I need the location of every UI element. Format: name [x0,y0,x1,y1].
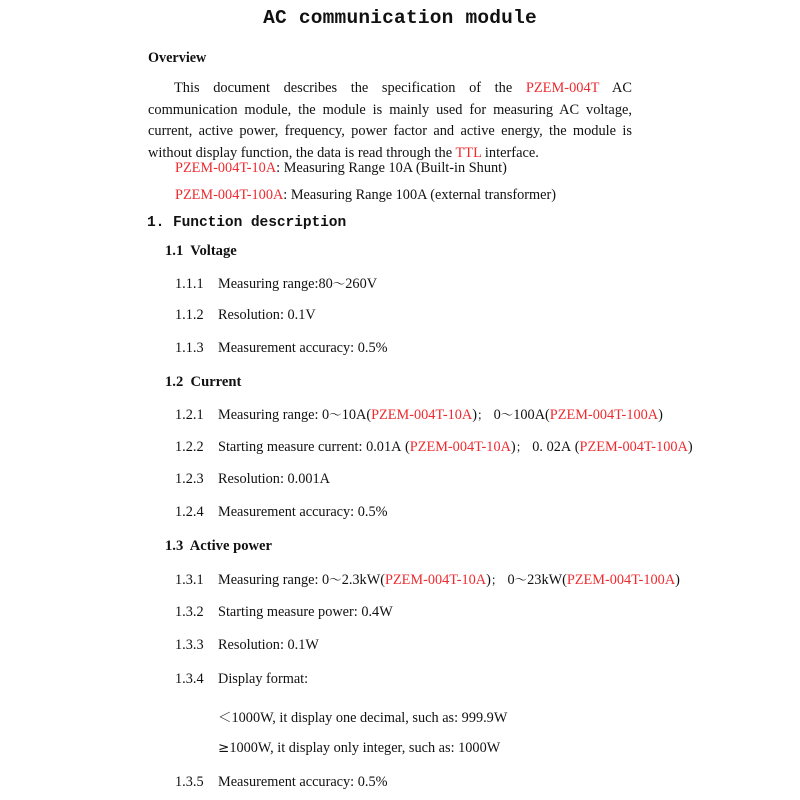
clause-1-3-1-number: 1.3.1 [175,572,204,588]
range-tilde-icon: ～ [514,572,528,587]
clause-1-2-2: 1.2.2 Starting measure current: 0.01A (PZEM-004T-10A)； 0. 02A (PZEM-004T-100A) [175,439,693,455]
clause-1-3-3-number: 1.3.3 [175,637,204,653]
clause-1-1-3-number: 1.1.3 [175,340,204,356]
model-variant-10a-desc: Measuring Range 10A (Built-in Shunt) [283,160,507,176]
display-format-line-less-than [218,706,507,727]
clause-1-2-1-label: Measuring range: 0 [218,407,330,423]
clause-1-2-3-number: 1.2.3 [175,471,204,487]
clause-1-1-2-number: 1.1.2 [175,307,204,323]
overview-heading: Overview [148,50,207,66]
model-variant-100a [175,187,556,204]
page-title: AC communication module [263,7,537,29]
overview-model-ref-1: PZEM-004T [525,80,600,96]
clause-1-3-1-separator: ； [490,573,503,587]
overview-paragraph [148,78,632,164]
clause-1-2-4-text: Measurement accuracy: 0.5% [218,504,388,520]
clause-1-3-2-number: 1.3.2 [175,604,204,620]
clause-1-3-1-model-2: PZEM-004T-100A [566,572,676,588]
range-tilde-icon: ～ [332,276,346,291]
clause-1-1-3 [175,340,388,357]
clause-1-3-2-text: Starting measure power: 0.4W [218,604,393,620]
clause-1-3-2 [175,604,393,621]
clause-1-1-2 [175,307,316,324]
clause-1-3-5 [175,774,388,791]
section-1-2-heading: 1.2 Current [165,374,242,390]
overview-text-2: AC communication module, the module is mainly used for measuring AC voltage, current, active power, frequency, power factor and active energy, the module is without display function, the data is read through the [148,80,633,161]
clause-1-3-4-text: Display format: [218,671,309,687]
model-variant-10a-sep: : [276,160,284,176]
section-1-3-heading: 1.3 Active power [165,538,272,554]
clause-1-2-2-number: 1.2.2 [175,439,204,455]
range-tilde-icon: ～ [329,407,342,422]
clause-1-2-2-separator: ； [515,440,528,454]
clause-1-2-1: 1.2.1 Measuring range: 0～10A(PZEM-004T-10A)； 0～100A(PZEM-004T-100A) [175,407,663,423]
clause-1-2-2-model-2: PZEM-004T-100A [579,439,688,455]
overview-text-1: This document describes the specification of the [174,80,526,96]
clause-1-2-4-number: 1.2.4 [175,504,204,520]
clause-1-1-1 [175,274,377,293]
display-format-text-2: 1000W, it display only integer, such as: 1000W [229,740,501,756]
clause-1-2-1-value-1: 10A [341,407,367,423]
overview-text-3: interface. [481,144,539,161]
clause-1-3-5-text: Measurement accuracy: 0.5% [218,774,388,790]
model-variant-10a [175,160,507,177]
clause-1-3-4-number: 1.3.4 [175,671,204,687]
clause-1-3-1-label: Measuring range: 0 [218,572,330,588]
model-variant-100a-desc: Measuring Range 100A (external transformer) [290,187,557,203]
model-variant-100a-sep: : [283,187,291,203]
clause-1-2-1-mid: 0 [490,407,501,423]
clause-1-1-1-number: 1.1.1 [175,276,204,292]
clause-1-2-1-number: 1.2.1 [175,407,204,423]
clause-1-3-1-value-1: 2.3kW [341,572,381,588]
clause-1-3-4 [175,671,308,688]
model-variant-100a-name: PZEM-004T-100A [175,187,284,203]
clause-1-3-1-model-1: PZEM-004T-10A [384,572,487,588]
section-1-heading: 1. Function description [147,215,347,231]
clause-1-1-1-text: Measuring range:80 [218,276,333,292]
clause-1-2-2-model-1: PZEM-004T-10A [409,439,511,455]
clause-1-2-1-value-2: 100A [513,407,546,423]
range-tilde-icon: ～ [329,572,342,587]
clause-1-2-4 [175,504,388,521]
clause-1-3-1: 1.3.1 Measuring range: 0～2.3kW(PZEM-004T-10A)； 0～23kW(PZEM-004T-100A) [175,572,680,588]
display-format-text-1: 1000W, it display one decimal, such as: 999.9W [231,710,508,726]
less-than-icon: ＜ [218,710,232,726]
overview-ttl-ref: TTL [455,144,482,161]
clause-1-2-2-label: Starting measure current: 0.01A [218,439,402,455]
clause-1-2-3-text: Resolution: 0.001A [218,471,330,487]
model-variant-10a-name: PZEM-004T-10A [175,160,277,176]
clause-1-2-1-model-2: PZEM-004T-100A [549,407,659,423]
clause-1-3-3 [175,637,319,654]
greater-equal-icon: ≥ [218,740,230,756]
clause-1-1-1-text2: 260V [345,276,378,292]
clause-1-1-3-text: Measurement accuracy: 0.5% [218,340,388,356]
clause-1-2-1-separator: ； [476,408,489,422]
clause-1-3-1-value-2: 23kW [527,572,563,588]
clause-1-3-1-mid: 0 [503,572,515,588]
clause-1-2-3 [175,471,330,488]
clause-1-3-5-number: 1.3.5 [175,774,204,790]
display-format-line-greater-equal [218,740,500,757]
clause-1-2-1-model-1: PZEM-004T-10A [371,407,473,423]
range-tilde-icon: ～ [500,407,514,422]
clause-1-1-2-text: Resolution: 0.1V [218,307,316,323]
section-1-1-heading: 1.1 Voltage [165,243,237,259]
clause-1-3-3-text: Resolution: 0.1W [218,637,319,653]
clause-1-2-2-mid: 0. 02A [528,439,572,455]
